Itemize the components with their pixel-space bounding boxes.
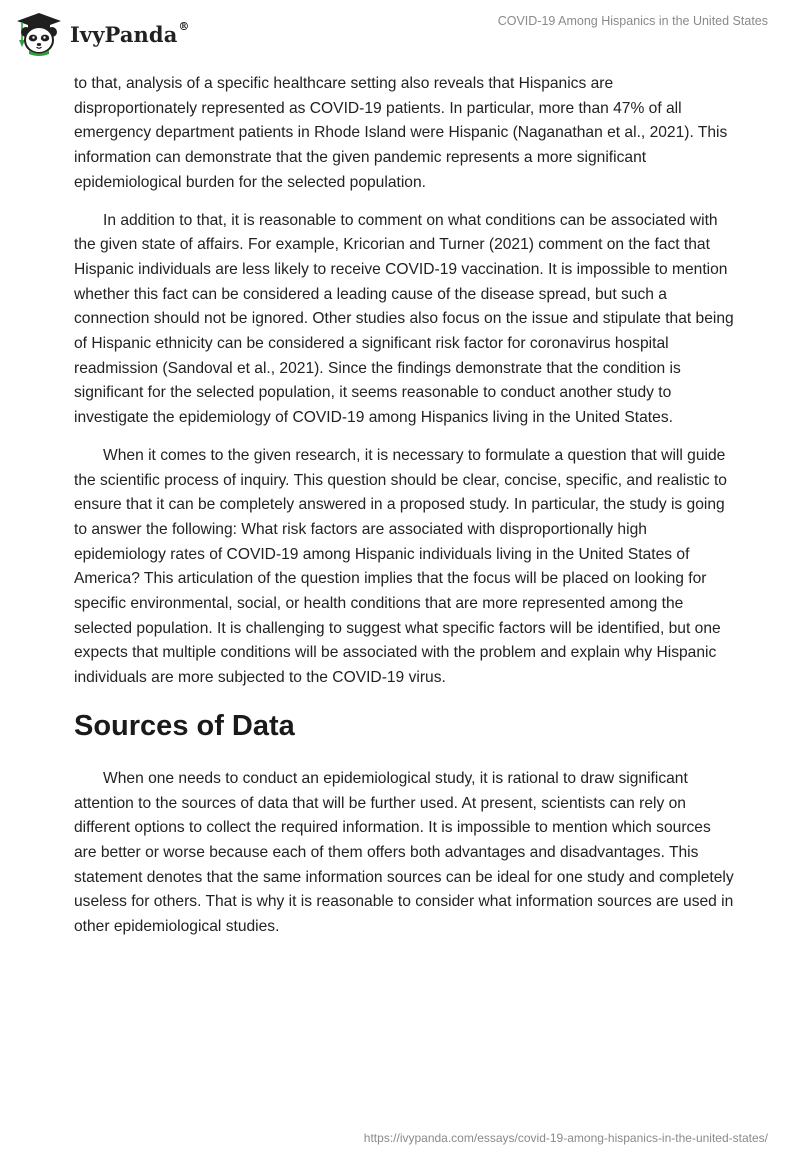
ivypanda-logo[interactable] [14, 10, 190, 56]
document-title: COVID-19 Among Hispanics in the United States [497, 14, 768, 28]
logo-wordmark: IvyPanda® [70, 19, 190, 47]
registered-mark: ® [178, 19, 190, 33]
paragraph-continued: to that, analysis of a specific healthcare setting also reveals that Hispanics are disproportionately represented as COVID-19 patients. In particular, more than 47% of all emergency department patients in Rhode Island were Hispanic (Naganathan et al., 2021). This information can demonstrate that the given pandemic represents a more significant epidemiological burden for the selected population. [74, 75, 728, 191]
paragraph: In addition to that, it is reasonable to comment on what conditions can be associated with the given state of affairs. For example, Kricorian and Turner (2021) comment on the fact that Hispanic individuals are less likely to receive COVID-19 vaccination. It is impossible to mention whether this fact can be considered a leading cause of the disease spread, but such a connection should not be ignored. Other studies also focus on the issue and stipulate that being of Hispanic ethnicity can be considered a significant risk factor for coronavirus hospital readmission (Sandoval et al., 2021). Since the findings demonstrate that the condition is significant for the selected population, it seems reasonable to conduct another study to investigate the epidemiology of COVID-19 among Hispanics living in the United States. [74, 211, 734, 427]
source-url-link[interactable]: https://ivypanda.com/essays/covid-19-among-hispanics-in-the-united-states/ [363, 1131, 768, 1145]
paragraph: When one needs to conduct an epidemiological study, it is rational to draw significant attention to the sources of data that will be further used. At present, scientists can rely on different options to collect the required information. It is impossible to mention which sources are better or worse because each of them offers both advantages and disadvantages. This statement denotes that the same information sources can be ideal for one study and completely useless for others. That is why it is reasonable to consider what information sources are used in other epidemiological studies. [74, 769, 734, 936]
essay-body [74, 72, 734, 953]
page-header [0, 0, 800, 64]
panda-graduate-icon [14, 10, 64, 56]
section-heading-sources-of-data: Sources of Data [74, 709, 295, 742]
paragraph: When it comes to the given research, it is necessary to formulate a question that will guide the scientific process of inquiry. This question should be clear, concise, specific, and realistic to ensure that it can be completely answered in a proposed study. In particular, the study is going to answer the following: What risk factors are associated with disproportionally high epidemiology rates of COVID-19 among Hispanic individuals living in the United States of America? This articulation of the question implies that the focus will be placed on looking for specific environmental, social, or health conditions that are more represented among the selected population. It is challenging to suggest what specific factors will be identified, but one expects that multiple conditions will be associated with the problem and explain why Hispanic individuals are more subjected to the COVID-19 virus. [74, 446, 727, 687]
